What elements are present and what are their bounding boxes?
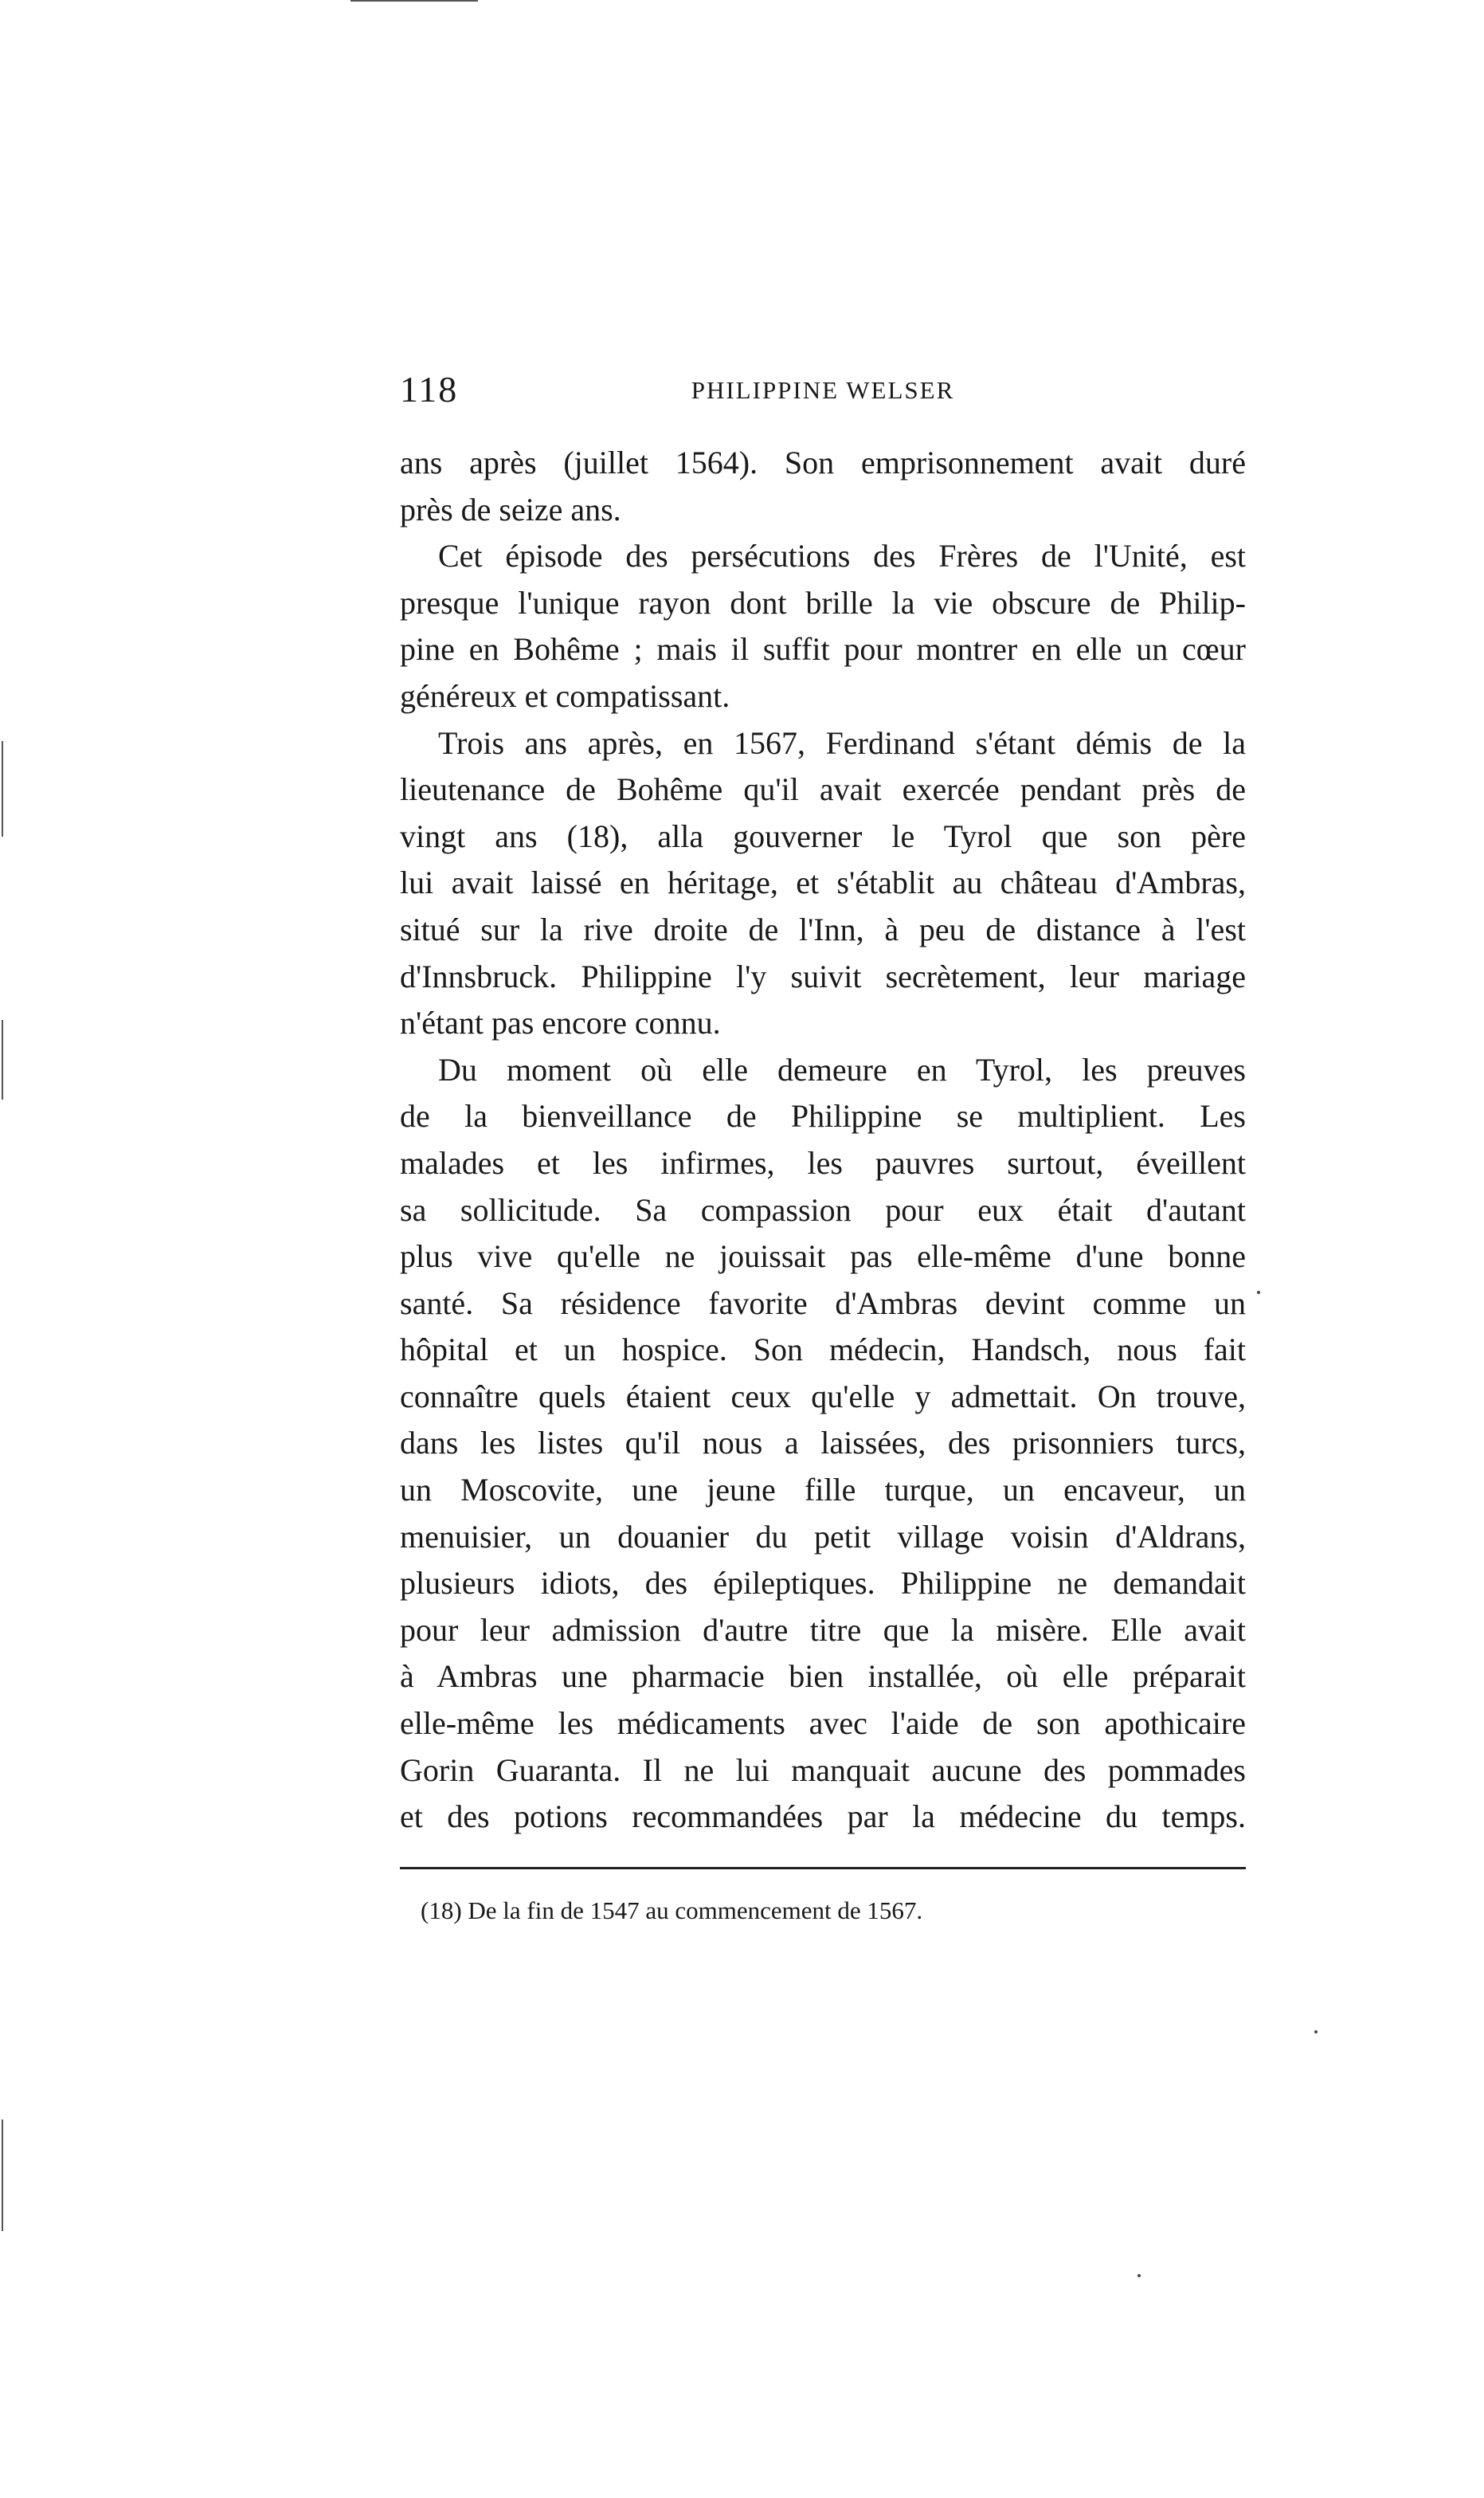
body-text bbox=[400, 440, 1246, 1841]
text-line: pour leur admission d'autre titre que la misère. Elle avait bbox=[400, 1611, 1246, 1648]
text-line: plus vive qu'elle ne jouissait pas elle-même d'une bonne bbox=[400, 1238, 1246, 1275]
footnote: (18) De la fin de 1547 au commencement de 1567. bbox=[421, 1896, 923, 1924]
text-line: lui avait laissé en héritage, et s'établit au château d'Ambras, bbox=[400, 865, 1246, 901]
text-line: un Moscovite, une jeune fille turque, un encaveur, un bbox=[400, 1472, 1246, 1508]
text-line: connaître quels étaient ceux qu'elle y admettait. On trouve, bbox=[400, 1378, 1246, 1414]
text-line: Trois ans après, en 1567, Ferdinand s'étant démis de la bbox=[438, 724, 1246, 761]
text-line: vingt ans (18), alla gouverner le Tyrol que son père bbox=[400, 818, 1246, 854]
text-line: généreux et compatissant. bbox=[400, 677, 730, 714]
text-line: menuisier, un douanier du petit village voisin d'Aldrans, bbox=[400, 1518, 1246, 1555]
page-header bbox=[400, 368, 1246, 416]
text-line: Du moment où elle demeure en Tyrol, les preuves bbox=[438, 1051, 1246, 1088]
text-line: Gorin Guaranta. Il ne lui manquait aucune des pommades bbox=[400, 1751, 1246, 1788]
text-line: d'Innsbruck. Philippine l'y suivit secrètement, leur mariage bbox=[400, 958, 1246, 994]
text-line: elle-même les médicaments avec l'aide de son apothicaire bbox=[400, 1705, 1246, 1742]
scan-speck bbox=[1137, 2274, 1141, 2277]
text-line: à Ambras une pharmacie bien installée, où elle préparait bbox=[400, 1658, 1246, 1695]
text-line: et des potions recommandées par la médecine du temps. bbox=[400, 1798, 1246, 1835]
scan-speck bbox=[1314, 2030, 1318, 2033]
text-line: sa sollicitude. Sa compassion pour eux était d'autant bbox=[400, 1191, 1246, 1228]
page-number: 118 bbox=[400, 369, 459, 410]
text-line: dans les listes qu'il nous a laissées, des prisonniers turcs, bbox=[400, 1425, 1246, 1461]
scan-edge-mark-top bbox=[350, 0, 478, 2]
text-line: n'étant pas encore connu. bbox=[400, 1005, 721, 1041]
text-line: de la bienveillance de Philippine se multiplient. Les bbox=[400, 1098, 1246, 1135]
text-line: presque l'unique rayon dont brille la vie obscure de Philip- bbox=[400, 584, 1246, 621]
text-line: pine en Bohême ; mais il suffit pour montrer en elle un cœur bbox=[400, 631, 1246, 668]
footnote-rule bbox=[400, 1867, 1246, 1869]
text-line: près de seize ans. bbox=[400, 491, 621, 527]
text-line: plusieurs idiots, des épileptiques. Philippine ne demandait bbox=[400, 1565, 1246, 1602]
scan-edge-mark-left-2 bbox=[2, 1020, 3, 1100]
text-line: ans après (juillet 1564). Son emprisonnement avait duré bbox=[400, 445, 1246, 480]
text-line: hôpital et un hospice. Son médecin, Handsch, nous fait bbox=[400, 1331, 1246, 1368]
scan-speck bbox=[1257, 1291, 1260, 1294]
text-line: lieutenance de Bohême qu'il avait exercée pendant près de bbox=[400, 771, 1246, 808]
text-line: malades et les infirmes, les pauvres surtout, éveillent bbox=[400, 1144, 1246, 1181]
text-line: situé sur la rive droite de l'Inn, à peu de distance à l'est bbox=[400, 911, 1246, 947]
text-line: Cet épisode des persécutions des Frères de l'Unité, est bbox=[438, 538, 1246, 575]
running-title: PHILIPPINE WELSER bbox=[691, 376, 955, 404]
scan-edge-mark-left-1 bbox=[2, 741, 3, 837]
scan-edge-mark-left-3 bbox=[2, 2120, 3, 2231]
text-line: santé. Sa résidence favorite d'Ambras devint comme un bbox=[400, 1284, 1246, 1321]
